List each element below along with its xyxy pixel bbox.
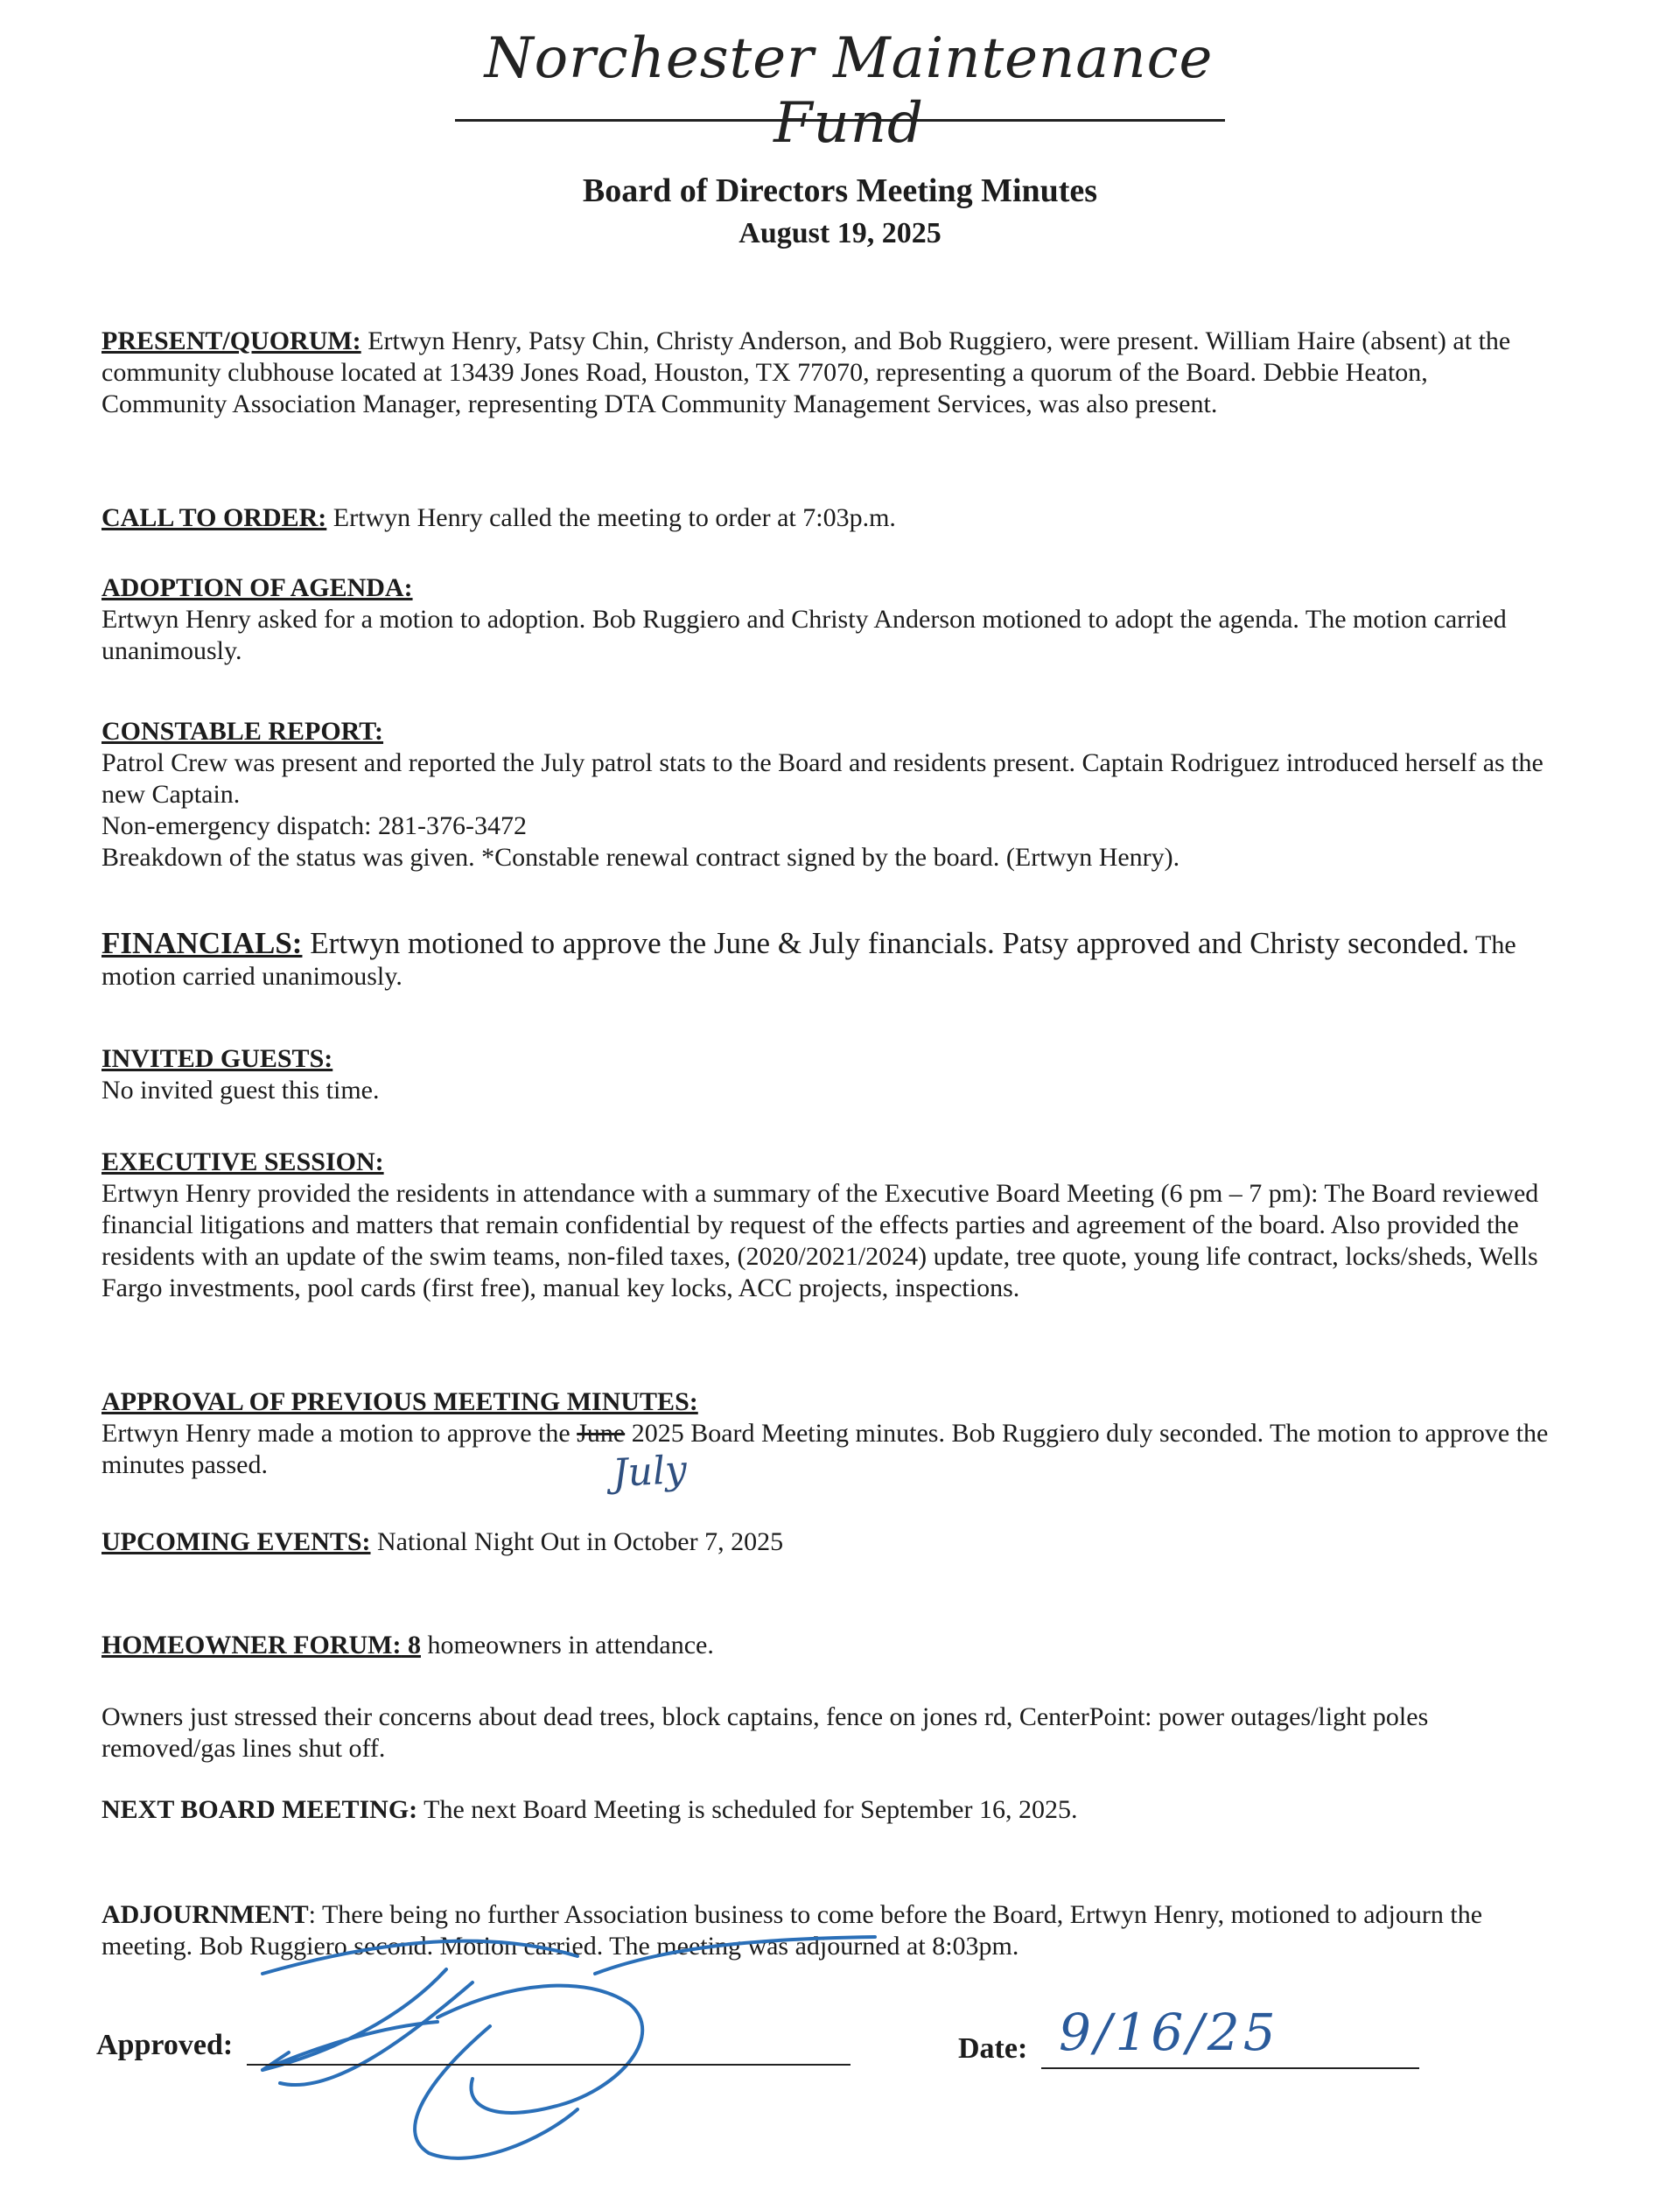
section-label: CALL TO ORDER: (102, 503, 327, 532)
section-text: Patrol Crew was present and reported the July patrol stats to the Board and residents present. Captain Rodriguez introduced herself as the new Captain. (102, 748, 1544, 809)
section-label: PRESENT/QUORUM: (102, 326, 361, 355)
handwritten-correction: July (611, 1447, 689, 1497)
dispatch-number: Non-emergency dispatch: 281-376-3472 (102, 811, 527, 840)
approved-label: Approved: (96, 2029, 234, 2061)
section-label: CONSTABLE REPORT: (102, 717, 384, 746)
section-label: EXECUTIVE SESSION: (102, 1147, 384, 1176)
section-label: NEXT BOARD MEETING: (102, 1795, 418, 1824)
organization-name: Norchester Maintenance Fund (484, 26, 1214, 156)
section-text: Ertwyn Henry, Patsy Chin, Christy Anderson, and Bob Ruggiero, were present. William Haire (absent) at the community clubhouse located at 13439 Jones Road, Houston, TX 77070, representing a quorum of the Board. Debbie Heaton, Community Association Manager, representing DTA Community Management Services, was also present. (102, 326, 1511, 418)
section-text: Ertwyn motioned to approve the June & July financials. Patsy approved and Christy seconded. (302, 926, 1470, 960)
section-adoption-of-agenda (102, 572, 1554, 667)
section-text: No invited guest this time. (102, 1076, 380, 1105)
section-invited-guests (102, 1043, 1554, 1106)
section-text: Ertwyn Henry made a motion to approve the (102, 1419, 578, 1448)
section-text: The motion carried unanimously. (102, 930, 1516, 991)
section-label: ADOPTION OF AGENDA: (102, 573, 413, 602)
section-label: HOMEOWNER FORUM: (102, 1631, 402, 1659)
section-text: National Night Out in October 7, 2025 (370, 1527, 784, 1556)
section-next-board-meeting (102, 1794, 1554, 1826)
section-text: Ertwyn Henry asked for a motion to adoption. Bob Ruggiero and Christy Anderson motioned to adopt the agenda. The motion carried unanimously. (102, 605, 1507, 665)
section-text: homeowners in attendance. (420, 1631, 714, 1659)
section-label: ADJOURNMENT (102, 1900, 309, 1929)
section-homeowner-forum (102, 1630, 1554, 1661)
section-previous-minutes (102, 1386, 1554, 1481)
section-executive-session (102, 1147, 1554, 1304)
homeowner-forum-detail: Owners just stressed their concerns about dead trees, block captains, fence on jones rd, CenterPoint: power outages/light poles removed/gas lines shut off. (102, 1702, 1429, 1763)
section-text: : There being no further Association business to come before the Board, Ertwyn Henry, motioned to adjourn the meeting. Bob Ruggiero second. Motion carried. The meeting was adjourned at 8:03pm. (102, 1900, 1483, 1961)
organization-underline (455, 119, 1225, 122)
section-text: Ertwyn Henry provided the residents in attendance with a summary of the Executive Board Meeting (6 pm – 7 pm): The Board reviewed financial litigations and matters that remain confidential by request of the effects parties and agreement of the board. Also provided the residents with an update of the swim teams, non-filed taxes, (2020/2021/2024) update, tree quote, young life contract, locks/sheds, Wells Fargo investments, pool cards (first free), manual key locks, ACC projects, inspections. (102, 1179, 1539, 1302)
signature-mark (210, 1921, 928, 2184)
handwritten-date: 9/16/25 (1059, 2003, 1279, 2062)
section-label: UPCOMING EVENTS: (102, 1527, 371, 1556)
section-upcoming-events (102, 1526, 1554, 1558)
section-label: APPROVAL OF PREVIOUS MEETING MINUTES: (102, 1387, 698, 1416)
date-line (1041, 2067, 1419, 2069)
section-text: Breakdown of the status was given. *Constable renewal contract signed by the board. (Ertwyn Henry). (102, 843, 1180, 872)
section-present-quorum (102, 326, 1554, 420)
date-label: Date: (958, 2032, 1028, 2065)
section-financials (102, 928, 1554, 993)
approved-signature-line (247, 2064, 850, 2066)
struck-month: June (577, 1419, 626, 1448)
section-text: Ertwyn Henry called the meeting to order at 7:03p.m. (326, 503, 896, 532)
meeting-date: August 19, 2025 (738, 217, 942, 249)
document-title: Board of Directors Meeting Minutes (582, 172, 1098, 209)
section-label: FINANCIALS: (102, 926, 303, 960)
section-text: The next Board Meeting is scheduled for September 16, 2025. (417, 1795, 1078, 1824)
section-call-to-order (102, 502, 1554, 534)
section-constable-report (102, 716, 1554, 873)
section-text: 2025 Board Meeting minutes. Bob Ruggiero duly seconded. The motion to approve the minutes passed. (102, 1419, 1549, 1479)
homeowner-count: 8 (401, 1631, 421, 1659)
section-label: INVITED GUESTS: (102, 1044, 333, 1073)
